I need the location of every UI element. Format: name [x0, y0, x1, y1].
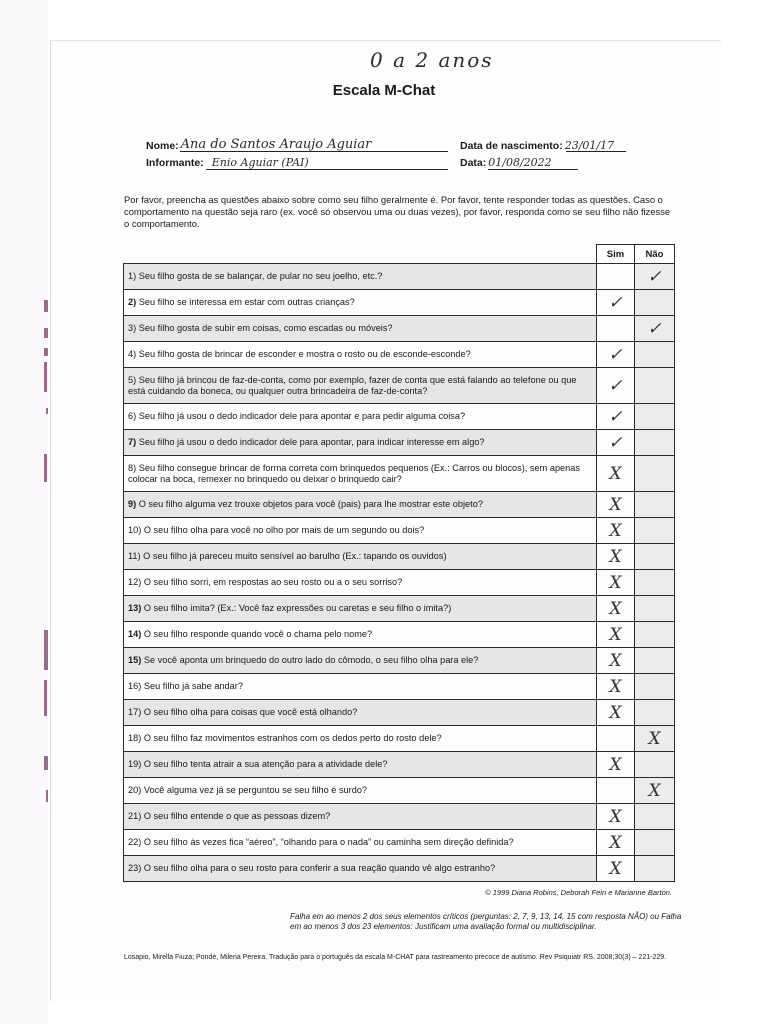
answer-nao-mark: ✓ [635, 264, 675, 290]
scoring-note: Falha em ao menos 2 dos seus elementos críticos (perguntas: 2, 7, 9, 13, 14, 15 com resposta NÃO) ou Falha em ao menos 3 dos 23 elementos: Justificam uma avaliação formal ou multidisciplinar. [290, 912, 682, 931]
answer-nao-mark [635, 830, 675, 856]
answer-sim-mark: X [597, 456, 635, 492]
table-row [124, 622, 675, 648]
answer-sim-mark: X [597, 544, 635, 570]
table-row [124, 290, 675, 316]
question-text: Seu filho gosta de brincar de esconder e mostra o rosto ou de esconde-esconde? [138, 349, 471, 359]
nascimento-value: 23/01/17 [564, 139, 615, 152]
question-number: 22) [128, 837, 142, 847]
question-cell [124, 830, 597, 856]
question-cell [124, 674, 597, 700]
question-cell [124, 492, 597, 518]
answer-nao-mark [635, 404, 675, 430]
table-row [124, 570, 675, 596]
answer-nao-mark [635, 570, 675, 596]
table-row [124, 342, 675, 368]
question-cell [124, 404, 597, 430]
question-cell [124, 596, 597, 622]
nascimento-field [460, 139, 615, 152]
question-cell [124, 518, 597, 544]
answer-sim-mark: X [597, 570, 635, 596]
data-label: Data: [460, 157, 487, 169]
question-text: Se você aponta um brinquedo do outro lado do cômodo, o seu filho olha para ele? [143, 655, 479, 665]
table-row [124, 316, 675, 342]
table-row [124, 804, 675, 830]
question-number: 12) [128, 577, 142, 587]
answer-nao-mark [635, 290, 675, 316]
question-number: 9) [128, 499, 137, 509]
handwritten-age-note: 0 a 2 anos [370, 48, 494, 72]
question-number: 16) [128, 681, 142, 691]
table-row [124, 404, 675, 430]
answer-sim-mark: ✓ [597, 290, 635, 316]
col-sim-header: Sim [597, 245, 635, 264]
question-number: 14) [128, 629, 142, 639]
question-cell [124, 778, 597, 804]
question-number: 10) [128, 525, 142, 535]
question-number: 18) [128, 733, 142, 743]
question-cell [124, 804, 597, 830]
nome-underline [180, 151, 448, 152]
answer-sim-mark [597, 726, 635, 752]
table-row [124, 264, 675, 290]
answer-nao-mark [635, 544, 675, 570]
answer-sim-mark: X [597, 518, 635, 544]
nome-label: Nome: [146, 140, 179, 152]
answer-sim-mark: ✓ [597, 368, 635, 404]
question-cell [124, 752, 597, 778]
header-blank-cell [124, 245, 597, 264]
answer-sim-mark: X [597, 648, 635, 674]
table-row [124, 830, 675, 856]
question-text: Seu filho gosta de subir em coisas, como escadas ou móveis? [138, 323, 393, 333]
bleed-mark [44, 454, 47, 482]
question-cell [124, 342, 597, 368]
bleed-mark [44, 348, 48, 356]
data-underline [488, 169, 578, 170]
question-text: O seu filho alguma vez trouxe objetos para você (pais) para lhe mostrar este objeto? [138, 499, 483, 509]
question-number: 17) [128, 707, 142, 717]
question-cell [124, 856, 597, 882]
question-cell [124, 726, 597, 752]
table-row [124, 368, 675, 404]
question-cell [124, 316, 597, 342]
table-row [124, 752, 675, 778]
table-row [124, 674, 675, 700]
question-cell [124, 290, 597, 316]
answer-sim-mark: X [597, 804, 635, 830]
question-text: Seu filho já brincou de faz-de-conta, como por exemplo, fazer de conta que está falando ao telefone ou que está cuidando da boneca, ou qualquer outra brincadeira de faz-de-conta? [128, 374, 577, 396]
bleed-mark [46, 790, 48, 802]
question-number: 19) [128, 759, 142, 769]
question-text: O seu filho sorri, em respostas ao seu rosto ou a o seu sorriso? [143, 577, 403, 587]
instructions-paragraph: Por favor, preencha as questões abaixo sobre como seu filho geralmente é. Por favor, tente responder todas as questões. Caso o comportamento na questão seja raro (ex. você só observou uma ou duas vezes), por favor, responda como se seu filho não fizesse o comportamento. [124, 194, 671, 229]
question-cell [124, 570, 597, 596]
answer-nao-mark [635, 700, 675, 726]
answer-sim-mark: X [597, 752, 635, 778]
question-rows [124, 264, 675, 882]
table-header-row [124, 245, 675, 264]
answer-nao-mark [635, 518, 675, 544]
table-row [124, 778, 675, 804]
table-row [124, 856, 675, 882]
answer-nao-mark [635, 804, 675, 830]
question-number: 13) [128, 603, 142, 613]
answer-sim-mark: X [597, 856, 635, 882]
question-text: O seu filho já pareceu muito sensível ao barulho (Ex.: tapando os ouvidos) [143, 551, 447, 561]
question-text: Seu filho se interessa em estar com outras crianças? [138, 297, 355, 307]
mchat-questionnaire-table [123, 244, 675, 882]
answer-sim-mark: X [597, 830, 635, 856]
answer-sim-mark: X [597, 492, 635, 518]
question-cell [124, 456, 597, 492]
answer-nao-mark [635, 622, 675, 648]
answer-sim-mark: X [597, 596, 635, 622]
nascimento-label: Data de nascimento: [460, 140, 563, 152]
nome-field [146, 137, 372, 152]
answer-sim-mark [597, 264, 635, 290]
answer-sim-mark [597, 316, 635, 342]
question-text: Seu filho já usou o dedo indicador dele para apontar e para pedir alguma coisa? [138, 411, 466, 421]
answer-nao-mark [635, 368, 675, 404]
bleed-mark [44, 680, 47, 716]
question-cell [124, 700, 597, 726]
bleed-mark [44, 362, 47, 392]
question-text: O seu filho entende o que as pessoas dizem? [143, 811, 331, 821]
question-number: 3) [128, 323, 137, 333]
question-text: Seu filho consegue brincar de forma correta com brinquedos pequenos (Ex.: Carros ou blocos), sem apenas colocar na boca, remexer no brinquedo ou deixar o brinquedo cair? [128, 462, 580, 484]
citation-reference: Losapio, Mirella Fiuza; Pondé, Milena Pereira. Tradução para o português da escala M-CHAT para rastreamento precoce de autismo. Rev Psiquiatr RS. 2008;30(3) – 221-229. [124, 954, 667, 961]
answer-nao-mark [635, 856, 675, 882]
table-row [124, 544, 675, 570]
question-cell [124, 264, 597, 290]
table-row [124, 430, 675, 456]
informante-underline [206, 169, 448, 170]
answer-nao-mark [635, 456, 675, 492]
bleed-mark [44, 300, 48, 312]
answer-nao-mark [635, 342, 675, 368]
bleed-through-margin [0, 0, 48, 1024]
question-cell [124, 368, 597, 404]
answer-nao-mark [635, 596, 675, 622]
table-row [124, 492, 675, 518]
question-number: 4) [128, 349, 137, 359]
question-number: 11) [128, 551, 141, 561]
table-row [124, 726, 675, 752]
question-text: O seu filho olha para você no olho por mais de um segundo ou dois? [143, 525, 425, 535]
informante-value: Enio Aguiar (PAI) [211, 156, 309, 169]
answer-sim-mark: X [597, 622, 635, 648]
question-text: Seu filho já usou o dedo indicador dele para apontar, para indicar interesse em algo? [138, 437, 485, 447]
answer-nao-mark [635, 752, 675, 778]
question-text: Você alguma vez já se perguntou se seu filho é surdo? [143, 785, 368, 795]
question-number: 2) [128, 297, 137, 307]
answer-nao-mark [635, 492, 675, 518]
question-cell [124, 430, 597, 456]
question-number: 20) [128, 785, 142, 795]
question-number: 8) [128, 462, 137, 473]
question-text: Seu filho gosta de se balançar, de pular no seu joelho, etc.? [138, 271, 383, 281]
question-number: 15) [128, 655, 142, 665]
nome-value: Ana do Santos Araujo Aguiar [180, 137, 372, 152]
answer-nao-mark [635, 674, 675, 700]
copyright-credit: © 1999 Diana Robins, Deborah Fein e Marianne Barton. [485, 888, 672, 897]
answer-nao-mark [635, 430, 675, 456]
table-row [124, 518, 675, 544]
informante-field [146, 156, 309, 169]
question-text: O seu filho faz movimentos estranhos com os dedos perto do rosto dele? [143, 733, 442, 743]
answer-sim-mark: ✓ [597, 430, 635, 456]
question-cell [124, 622, 597, 648]
question-number: 7) [128, 437, 137, 447]
question-text: O seu filho olha para o seu rosto para conferir a sua reação quando vê algo estranho? [143, 863, 496, 873]
answer-sim-mark: X [597, 674, 635, 700]
answer-nao-mark: X [635, 778, 675, 804]
form-title: Escala M-Chat [332, 82, 436, 99]
table-row [124, 456, 675, 492]
bleed-mark [44, 756, 48, 770]
question-number: 23) [128, 863, 142, 873]
question-text: O seu filho tenta atrair a sua atenção para a atividade dele? [143, 759, 388, 769]
question-number: 1) [128, 271, 137, 281]
question-text: O seu filho olha para coisas que você está olhando? [143, 707, 358, 717]
bleed-mark [46, 408, 48, 414]
col-nao-header: Não [635, 245, 675, 264]
question-number: 6) [128, 411, 137, 421]
nascimento-underline [566, 151, 626, 152]
table-row [124, 596, 675, 622]
table-row [124, 648, 675, 674]
data-value: 01/08/2022 [488, 156, 552, 169]
question-cell [124, 544, 597, 570]
answer-sim-mark: ✓ [597, 404, 635, 430]
data-field [460, 156, 552, 169]
question-text: O seu filho responde quando você o chama pelo nome? [143, 629, 373, 639]
question-number: 5) [128, 374, 137, 385]
question-number: 21) [128, 811, 142, 821]
answer-nao-mark: ✓ [635, 316, 675, 342]
answer-sim-mark [597, 778, 635, 804]
table-row [124, 700, 675, 726]
question-text: O seu filho às vezes fica “aéreo”, “olhando para o nada” ou caminha sem direção definida? [143, 837, 514, 847]
answer-nao-mark: X [635, 726, 675, 752]
answer-sim-mark: X [597, 700, 635, 726]
informante-label: Informante: [146, 157, 204, 169]
question-text: O seu filho imita? (Ex.: Você faz expressões ou caretas e seu filho o imita?) [143, 603, 452, 613]
answer-sim-mark: ✓ [597, 342, 635, 368]
question-text: Seu filho já sabe andar? [143, 681, 243, 691]
question-cell [124, 648, 597, 674]
answer-nao-mark [635, 648, 675, 674]
bleed-mark [44, 328, 48, 338]
bleed-mark [44, 630, 48, 670]
